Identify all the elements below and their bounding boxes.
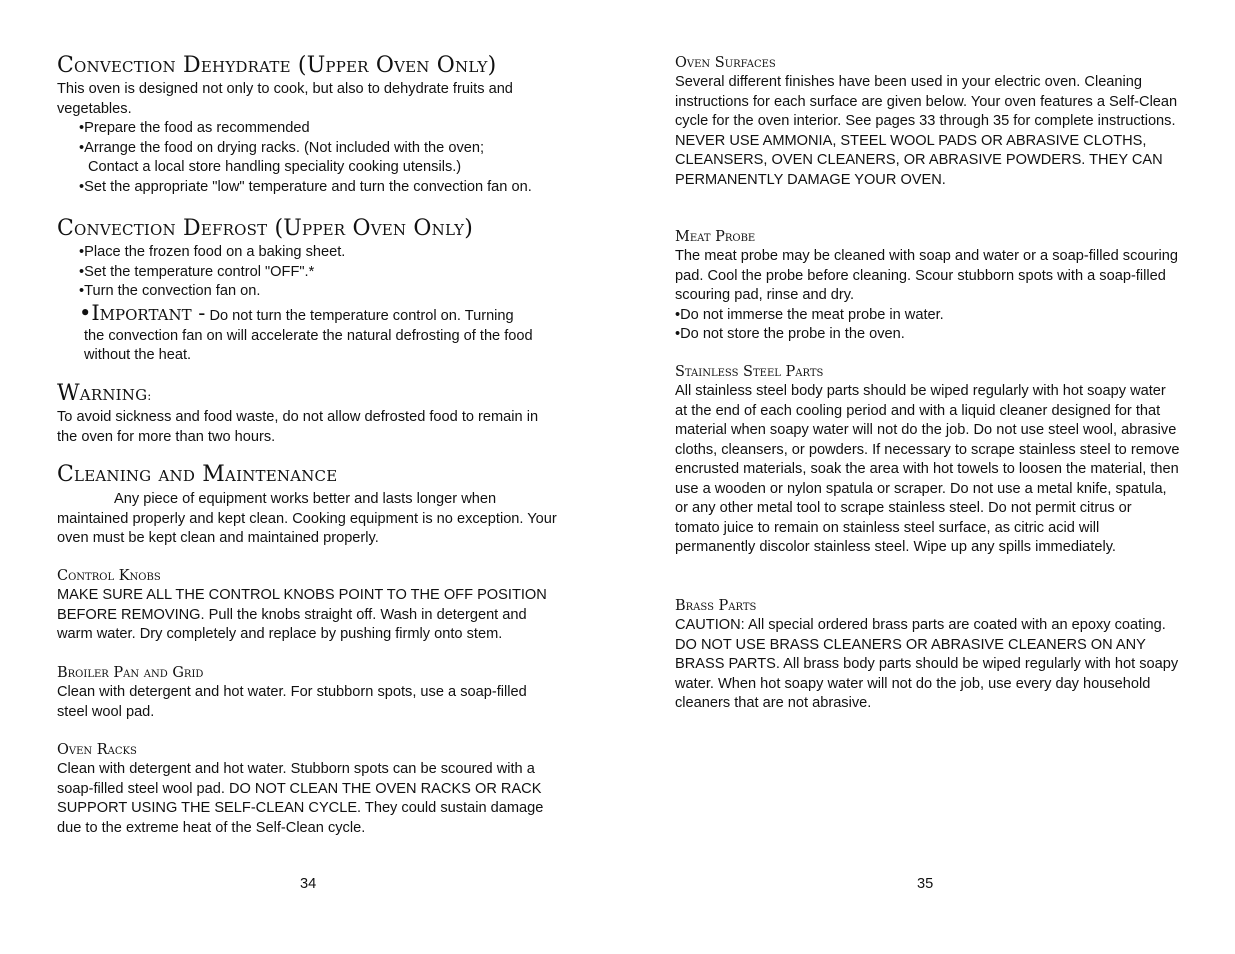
defrost-heading: Convection Defrost (Upper Oven Only) <box>57 216 474 241</box>
knobs-heading: Control Knobs <box>57 568 161 584</box>
defrost-bullet-1: •Place the frozen food on a baking sheet. <box>79 244 346 260</box>
brass-text: CAUTION: All special ordered brass parts are coated with an epoxy coating. DO NOT USE BRASS CLEANERS OR ABRASIVE CLEANERS ON ANY BRASS PARTS. All brass body parts should be wiped regularly with hot soapy water. When hot soapy water will not do the job, use every day household cleaners that are not abrasive. <box>675 617 1179 711</box>
important-cont-2: without the heat. <box>84 347 192 363</box>
dehydrate-heading: Convection Dehydrate (Upper Oven Only) <box>57 53 497 78</box>
dehydrate-bullet-2-cont: Contact a local store handling speciality cooking utensils.) <box>88 159 462 175</box>
warning-colon: : <box>147 389 152 403</box>
important-label: •Important - <box>79 300 206 325</box>
racks-heading: Oven Racks <box>57 742 137 758</box>
important-cont-1: the convection fan on will accelerate the natural defrosting of the food <box>84 327 533 344</box>
probe-heading: Meat Probe <box>675 229 756 245</box>
dehydrate-intro: This oven is designed not only to cook, but also to dehydrate fruits and vegetables. <box>57 81 513 117</box>
cleaning-section <box>57 463 557 549</box>
warning-section <box>57 382 557 447</box>
surfaces-warning: NEVER USE AMMONIA, STEEL WOOL PADS OR ABRASIVE CLOTHS, CLEANSERS, OVEN CLEANERS, OR ABRASIVE POWDERS. THEY CAN PERMANENTLY DAMAGE YOUR OVEN. <box>675 132 1163 188</box>
knobs-text: MAKE SURE ALL THE CONTROL KNOBS POINT TO THE OFF POSITION BEFORE REMOVING. Pull the knobs straight off. Wash in detergent and warm water. Dry completely and replace by pushing firmly onto stem. <box>57 587 547 642</box>
cleaning-text: Any piece of equipment works better and lasts longer when maintained properly and kept clean. Cooking equipment is no exception. Your oven must be kept clean and maintained properly. <box>57 491 557 546</box>
important-text: Do not turn the temperature control on. Turning <box>205 307 514 324</box>
stainless-heading: Stainless Steel Parts <box>675 364 824 380</box>
broiler-section <box>57 664 557 722</box>
broiler-heading: Broiler Pan and Grid <box>57 665 204 681</box>
broiler-text: Clean with detergent and hot water. For stubborn spots, use a soap-filled steel wool pad. <box>57 684 527 720</box>
probe-text: The meat probe may be cleaned with soap and water or a soap-filled scouring pad. Cool the probe before cleaning. Scour stubborn spots with a soap-filled scouring pad, rinse and dry. <box>675 248 1178 303</box>
stainless-text: All stainless steel body parts should be wiped regularly with hot soapy water at the end of each cooling period and with a liquid cleaner designed for that material when soapy water will not do the job. Do not use steel wool, abrasive cloths, cleansers, or powders. If necessary to scrape stainless steel to remove encrusted materials, soak the area with hot towels to loosen the material, then use a wooden or nylon spatula or scraper. Do not use a metal knife, spatula, or any other metal tool to scrape stainless steel. Do not permit citrus or tomato juice to remain on stainless steel surface, as citric acid will permanently discolor stainless steel. Wipe up any spills immediately. <box>675 383 1180 555</box>
important-note <box>57 302 557 327</box>
probe-bullet-2: •Do not store the probe in the oven. <box>675 326 905 342</box>
racks-text: Clean with detergent and hot water. Stubborn spots can be scoured with a soap-filled steel wool pad. DO NOT CLEAN THE OVEN RACKS OR RACK SUPPORT USING THE SELF-CLEAN CYCLE. They could sustain damage due to the extreme heat of the Self-Clean cycle. <box>57 761 544 836</box>
surfaces-section <box>675 54 1180 190</box>
dehydrate-bullet-3: •Set the appropriate "low" temperature and turn the convection fan on. <box>79 178 532 195</box>
warning-heading <box>57 382 557 408</box>
racks-section <box>57 741 557 838</box>
defrost-bullet-3: •Turn the convection fan on. <box>79 283 261 299</box>
defrost-bullet-2: •Set the temperature control "OFF".* <box>79 263 315 280</box>
knobs-section <box>57 567 557 645</box>
probe-section <box>675 228 1180 345</box>
brass-heading: Brass Parts <box>675 598 757 614</box>
page-number-left: 34 <box>300 876 317 892</box>
page-number-right: 35 <box>917 876 934 892</box>
cleaning-heading: Cleaning and Maintenance <box>57 462 338 487</box>
brass-section <box>675 597 1180 714</box>
warning-title: Warning <box>57 381 148 406</box>
stainless-section <box>675 363 1180 558</box>
defrost-section <box>57 217 557 366</box>
surfaces-heading: Oven Surfaces <box>675 55 776 71</box>
dehydrate-section <box>57 54 557 197</box>
dehydrate-bullet-1: •Prepare the food as recommended <box>79 120 310 136</box>
probe-bullet-1: •Do not immerse the meat probe in water. <box>675 306 944 323</box>
dehydrate-bullet-2: •Arrange the food on drying racks. (Not included with the oven; <box>79 139 485 156</box>
warning-text: To avoid sickness and food waste, do not allow defrosted food to remain in the oven for more than two hours. <box>57 409 539 445</box>
surfaces-text: Several different finishes have been used in your electric oven. Cleaning instructions for each surface are given below. Your oven features a Self-Clean cycle for the oven interior. See pages 33 through 35 for complete instructions. <box>675 74 1178 129</box>
